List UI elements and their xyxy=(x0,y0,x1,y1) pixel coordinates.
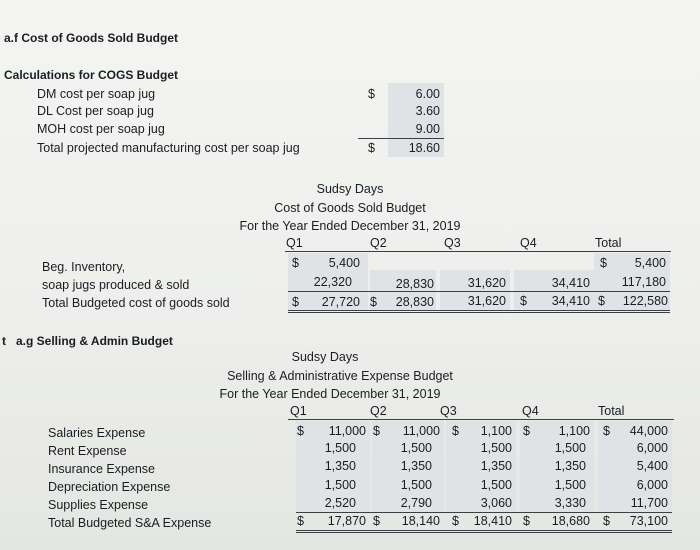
sga-salaries-q1-currency: $ xyxy=(297,424,304,438)
cogs-header-rule xyxy=(285,251,671,252)
sga-rent-total: 6,000 xyxy=(636,441,668,455)
sga-report-title: Selling & Administrative Expense Budget xyxy=(227,369,453,383)
sga-supplies-q1: 2,520 xyxy=(324,496,356,510)
cogs-header-q2: Q2 xyxy=(370,236,387,250)
sga-rent-q4: 1,500 xyxy=(554,441,586,455)
cogs-total-q2-currency: $ xyxy=(370,295,377,309)
sga-total-q3-currency: $ xyxy=(452,514,459,528)
sga-depreciation-total: 6,000 xyxy=(636,478,668,492)
calc-value-moh: 9.00 xyxy=(415,122,440,136)
sga-rent-q3: 1,500 xyxy=(480,441,512,455)
cogs-produced-q1: 22,320 xyxy=(313,275,352,289)
sga-heading: a.g Selling & Admin Budget xyxy=(16,334,173,348)
cogs-total-q4: 34,410 xyxy=(551,294,590,308)
sga-salaries-q3: 1,100 xyxy=(480,424,512,438)
sga-period: For the Year Ended December 31, 2019 xyxy=(219,387,441,401)
sga-salaries-q1: 11,000 xyxy=(328,424,366,438)
cogs-heading: a.f Cost of Goods Sold Budget xyxy=(4,31,178,45)
sga-salaries-total: 44,000 xyxy=(629,424,668,438)
sga-supplies-q4: 3,330 xyxy=(554,496,586,510)
cogs-beg-total: 5,400 xyxy=(634,256,666,270)
cogs-header-total: Total xyxy=(595,236,622,250)
cogs-total-rule-2 xyxy=(288,312,670,313)
sga-total-total-currency: $ xyxy=(603,514,610,528)
cogs-total-q3: 31,620 xyxy=(467,294,506,308)
cogs-produced-q4: 34,410 xyxy=(551,276,590,290)
cogs-row-label-produced: soap jugs produced & sold xyxy=(42,278,190,292)
cogs-header-q4: Q4 xyxy=(520,236,537,250)
cogs-row-label-total: Total Budgeted cost of goods sold xyxy=(42,296,230,310)
cogs-beg-total-currency: $ xyxy=(600,256,607,270)
sga-total-q2: 18,140 xyxy=(401,514,440,528)
sga-insurance-q1: 1,350 xyxy=(324,459,356,473)
cogs-header-q3: Q3 xyxy=(444,236,461,250)
cogs-header-q1: Q1 xyxy=(286,236,303,250)
sga-salaries-total-currency: $ xyxy=(603,424,610,438)
sga-insurance-q3: 1,350 xyxy=(480,459,512,473)
sga-insurance-q4: 1,350 xyxy=(554,459,586,473)
cogs-produced-q3: 31,620 xyxy=(467,276,506,290)
sga-total-q1: 17,870 xyxy=(327,514,366,528)
cogs-total-total-currency: $ xyxy=(598,294,605,308)
calc-total-rule xyxy=(358,138,444,139)
cogs-total-total: 122,580 xyxy=(622,294,668,308)
cogs-produced-q2: 28,830 xyxy=(395,277,434,291)
cogs-subtotal-rule xyxy=(288,291,670,292)
sga-insurance-total: 5,400 xyxy=(636,459,668,473)
sga-header-q1: Q1 xyxy=(290,404,307,418)
sga-header-q3: Q3 xyxy=(440,404,457,418)
cogs-beg-q1-currency: $ xyxy=(292,256,299,270)
sga-rent-q2: 1,500 xyxy=(400,441,432,455)
calc-label-dm: DM cost per soap jug xyxy=(37,87,156,101)
sga-rent-q1: 1,500 xyxy=(324,441,356,455)
sga-total-q3: 18,410 xyxy=(473,514,512,528)
sga-total-rule-2 xyxy=(296,532,672,533)
cogs-total-q4-currency: $ xyxy=(520,294,527,308)
sga-salaries-q2: 11,000 xyxy=(402,424,440,438)
calc-currency-dm: $ xyxy=(368,87,375,101)
sga-label-total: Total Budgeted S&A Expense xyxy=(48,516,212,530)
sga-label-salaries: Salaries Expense xyxy=(48,426,146,440)
cogs-total-q1: 27,720 xyxy=(321,295,360,309)
sga-total-q1-currency: $ xyxy=(297,514,304,528)
cogs-company: Sudsy Days xyxy=(316,182,384,196)
cogs-total-q1-currency: $ xyxy=(292,295,299,309)
sga-supplies-q3: 3,060 xyxy=(480,496,512,510)
cogs-produced-total: 117,180 xyxy=(621,275,666,289)
sga-subtotal-rule xyxy=(296,512,672,513)
cogs-total-rule-1 xyxy=(288,310,670,311)
sga-total-total: 73,100 xyxy=(629,514,668,528)
sga-salaries-q3-currency: $ xyxy=(452,424,459,438)
sga-salaries-q2-currency: $ xyxy=(373,424,380,438)
sga-salaries-q4-currency: $ xyxy=(523,424,530,438)
sga-label-supplies: Supplies Expense xyxy=(48,498,149,512)
sga-label-depreciation: Depreciation Expense xyxy=(48,480,171,494)
sga-total-q4: 18,680 xyxy=(551,514,590,528)
calc-currency-total: $ xyxy=(368,141,375,155)
calc-label-moh: MOH cost per soap jug xyxy=(37,122,165,136)
sga-heading-prefix: t xyxy=(2,334,6,348)
sga-insurance-q2: 1,350 xyxy=(400,459,432,473)
calc-value-dm: 6.00 xyxy=(415,87,440,101)
calc-value-total: 18.60 xyxy=(408,141,440,155)
sga-label-insurance: Insurance Expense xyxy=(48,462,156,476)
sga-header-total: Total xyxy=(598,404,625,418)
sga-header-q2: Q2 xyxy=(370,404,387,418)
sga-header-q4: Q4 xyxy=(522,404,539,418)
cogs-beg-q1: 5,400 xyxy=(328,256,360,270)
cogs-total-q2: 28,830 xyxy=(395,295,434,309)
sga-supplies-q2: 2,790 xyxy=(400,496,432,510)
calc-title: Calculations for COGS Budget xyxy=(4,68,179,82)
sga-supplies-total: 11,700 xyxy=(630,496,668,510)
sga-depreciation-q3: 1,500 xyxy=(480,478,512,492)
sga-salaries-q4: 1,100 xyxy=(558,424,590,438)
sga-depreciation-q4: 1,500 xyxy=(554,478,586,492)
sga-total-q4-currency: $ xyxy=(523,514,530,528)
sga-total-rule-1 xyxy=(296,530,672,531)
sga-company: Sudsy Days xyxy=(291,350,359,364)
sga-depreciation-q2: 1,500 xyxy=(400,478,432,492)
cogs-row-label-beg: Beg. Inventory, xyxy=(42,260,126,274)
cogs-period: For the Year Ended December 31, 2019 xyxy=(239,219,461,233)
cogs-report-title: Cost of Goods Sold Budget xyxy=(274,201,426,215)
calc-label-total: Total projected manufacturing cost per soap jug xyxy=(37,141,300,155)
sga-header-rule xyxy=(288,419,674,420)
calc-value-dl: 3.60 xyxy=(415,104,440,118)
calc-label-dl: DL Cost per soap jug xyxy=(37,104,154,118)
sga-depreciation-q1: 1,500 xyxy=(324,478,356,492)
sga-label-rent: Rent Expense xyxy=(48,444,127,458)
sga-total-q2-currency: $ xyxy=(373,514,380,528)
